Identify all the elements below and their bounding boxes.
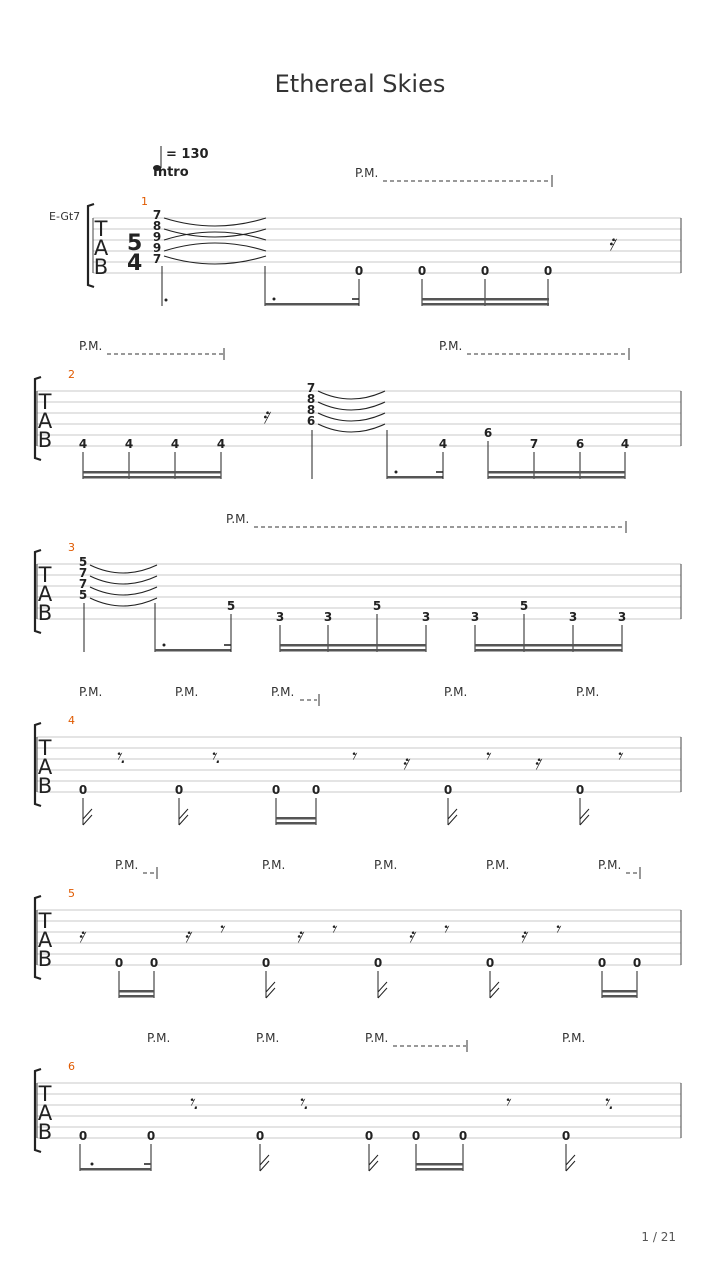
fret-number: 0 — [597, 956, 607, 970]
tab-clef-letter: A — [37, 1101, 53, 1125]
palm-mute-label: P.M. — [355, 166, 379, 180]
palm-mute-label: P.M. — [256, 1031, 280, 1045]
beam — [422, 303, 549, 306]
fret-number: 7 — [529, 437, 539, 451]
palm-mute-label: P.M. — [271, 685, 295, 699]
svg-text:𝄾: 𝄾 — [442, 917, 448, 941]
fret-number: 3 — [470, 610, 480, 624]
tab-clef-letter: A — [37, 928, 53, 952]
beam — [276, 822, 316, 825]
tab-clef-letter: B — [37, 947, 53, 971]
fret-number: 0 — [561, 1129, 571, 1143]
beam — [265, 303, 359, 306]
beam — [144, 1163, 151, 1165]
beam — [488, 476, 625, 479]
beam — [119, 990, 154, 993]
beam — [436, 471, 443, 473]
tab-clef-letter: T — [38, 909, 52, 933]
beam — [602, 990, 637, 993]
beam — [276, 817, 316, 820]
tab-clef-letter: B — [37, 601, 53, 625]
beam — [475, 644, 622, 647]
fret-number: 0 — [255, 1129, 265, 1143]
fret-number: 0 — [174, 783, 184, 797]
system-5 — [35, 858, 681, 998]
palm-mute-label: P.M. — [562, 1031, 586, 1045]
flag-group — [119, 971, 637, 998]
page-number: 1 / 21 — [641, 1230, 676, 1244]
palm-mute-label: P.M. — [486, 858, 510, 872]
beam — [280, 649, 426, 652]
system-4 — [35, 685, 681, 825]
beam — [387, 476, 443, 479]
measure-number: 4 — [68, 714, 75, 727]
fret-number: 4 — [78, 437, 88, 451]
svg-text:𝄾.: 𝄾. — [210, 744, 222, 768]
measure-number: 5 — [68, 887, 75, 900]
fret-number: 0 — [485, 956, 495, 970]
measure-number: 1 — [141, 195, 148, 208]
system-6 — [35, 1031, 681, 1171]
fret-number: 4 — [124, 437, 134, 451]
flag-group — [83, 798, 589, 825]
fret-number: 5 — [372, 599, 382, 613]
fret-number: 7 — [306, 381, 316, 395]
tab-staff — [88, 204, 681, 287]
palm-mute-label: P.M. — [79, 339, 103, 353]
fret-number: 3 — [323, 610, 333, 624]
svg-text:𝄾.: 𝄾. — [298, 1090, 310, 1114]
fret-number: 0 — [78, 1129, 88, 1143]
svg-text:𝄾.: 𝄾. — [188, 1090, 200, 1114]
palm-mute-label: P.M. — [439, 339, 463, 353]
fret-number: 9 — [152, 241, 162, 255]
tab-clef-letter: T — [38, 736, 52, 760]
fret-number: 0 — [373, 956, 383, 970]
tab-clef-letter: A — [37, 755, 53, 779]
system-2 — [35, 339, 681, 479]
svg-text:𝄾: 𝄾 — [484, 744, 490, 768]
flag-group — [80, 1144, 575, 1171]
palm-mute-label: P.M. — [262, 858, 286, 872]
beam — [224, 644, 231, 646]
svg-text:𝄾: 𝄾 — [616, 744, 622, 768]
tab-clef-letter: T — [38, 390, 52, 414]
fret-number: 0 — [261, 956, 271, 970]
system-1 — [88, 166, 681, 306]
svg-text:𝄿: 𝄿 — [534, 750, 541, 774]
tie-group — [318, 391, 385, 432]
svg-text:𝄿: 𝄿 — [184, 923, 191, 947]
fret-number: 3 — [617, 610, 627, 624]
beam — [155, 649, 231, 652]
measure-number: 6 — [68, 1060, 75, 1073]
beam — [416, 1168, 463, 1171]
fret-number: 8 — [306, 403, 316, 417]
fret-number: 6 — [483, 426, 493, 440]
palm-mute-label: P.M. — [365, 1031, 389, 1045]
fret-number: 7 — [152, 208, 162, 222]
fret-number: 0 — [78, 783, 88, 797]
fret-number: 0 — [417, 264, 427, 278]
beam — [602, 995, 637, 998]
time-signature-top: 5 — [127, 231, 143, 256]
fret-number: 0 — [271, 783, 281, 797]
beam — [83, 476, 221, 479]
tab-clef-letter: T — [38, 1082, 52, 1106]
svg-text:𝄾: 𝄾 — [218, 917, 224, 941]
svg-text:𝄾.: 𝄾. — [115, 744, 127, 768]
fret-number: 0 — [632, 956, 642, 970]
fret-number: 5 — [78, 588, 88, 602]
palm-mute-label: P.M. — [576, 685, 600, 699]
beam — [422, 298, 549, 301]
palm-mute-label: P.M. — [175, 685, 199, 699]
tab-clef-letter: A — [37, 582, 53, 606]
dot — [395, 471, 398, 474]
svg-text:𝄾.: 𝄾. — [603, 1090, 615, 1114]
beam — [280, 644, 426, 647]
svg-text:𝄿: 𝄿 — [408, 923, 415, 947]
svg-text:𝄿: 𝄿 — [520, 923, 527, 947]
beam — [80, 1168, 151, 1171]
palm-mute-label: P.M. — [444, 685, 468, 699]
fret-number: 0 — [480, 264, 490, 278]
fret-number: 5 — [78, 555, 88, 569]
section-label: Intro — [153, 165, 189, 180]
fret-number: 0 — [114, 956, 124, 970]
fret-number: 0 — [364, 1129, 374, 1143]
palm-mute-label: P.M. — [226, 512, 250, 526]
fret-number: 8 — [306, 392, 316, 406]
svg-text:𝄾: 𝄾 — [554, 917, 560, 941]
dot — [163, 644, 166, 647]
fret-number: 8 — [152, 219, 162, 233]
rest-symbol: 𝄿 — [608, 231, 615, 256]
rest-symbol: 𝄿 — [262, 404, 269, 429]
fret-number: 0 — [311, 783, 321, 797]
beam — [119, 995, 154, 998]
palm-mute-label: P.M. — [598, 858, 622, 872]
fret-number: 0 — [411, 1129, 421, 1143]
svg-text:𝄿: 𝄿 — [296, 923, 303, 947]
svg-text:𝄾: 𝄾 — [330, 917, 336, 941]
svg-text:𝄾: 𝄾 — [504, 1090, 510, 1114]
tab-clef-letter: B — [37, 1120, 53, 1144]
measure-number: 2 — [68, 368, 75, 381]
beam — [475, 649, 622, 652]
fret-number: 7 — [152, 252, 162, 266]
measure-number: 3 — [68, 541, 75, 554]
tab-staff — [35, 1069, 681, 1152]
fret-number: 4 — [438, 437, 448, 451]
fret-number: 9 — [152, 230, 162, 244]
dot — [165, 299, 168, 302]
palm-mute-label: P.M. — [115, 858, 139, 872]
fret-number: 4 — [216, 437, 226, 451]
beam — [352, 298, 359, 300]
beam — [488, 471, 625, 474]
tab-clef-letter: B — [37, 774, 53, 798]
beam — [416, 1163, 463, 1166]
stem-group — [83, 452, 221, 479]
beam — [83, 471, 221, 474]
tempo-value: = 130 — [166, 147, 209, 162]
fret-number: 3 — [568, 610, 578, 624]
fret-number: 0 — [354, 264, 364, 278]
time-signature-bottom: 4 — [127, 251, 143, 276]
fret-number: 0 — [575, 783, 585, 797]
song-title: Ethereal Skies — [274, 70, 446, 98]
svg-text:𝄿: 𝄿 — [402, 750, 409, 774]
tab-clef-letter: B — [93, 255, 109, 279]
dot — [273, 298, 276, 301]
fret-number: 6 — [306, 414, 316, 428]
tab-clef-letter: A — [37, 409, 53, 433]
system-3 — [35, 512, 681, 652]
fret-number: 0 — [458, 1129, 468, 1143]
tab-staff — [35, 550, 681, 633]
fret-number: 5 — [226, 599, 236, 613]
fret-number: 0 — [443, 783, 453, 797]
svg-text:𝄾: 𝄾 — [350, 744, 356, 768]
fret-number: 0 — [149, 956, 159, 970]
tie-group — [164, 218, 266, 264]
fret-number: 7 — [78, 577, 88, 591]
tab-clef-letter: A — [93, 236, 109, 260]
tab-clef-letter: B — [37, 428, 53, 452]
fret-number: 3 — [275, 610, 285, 624]
fret-number: 0 — [146, 1129, 156, 1143]
fret-number: 4 — [170, 437, 180, 451]
fret-number: 3 — [421, 610, 431, 624]
palm-mute-label: P.M. — [374, 858, 398, 872]
tab-clef-letter: T — [94, 217, 108, 241]
instrument-label: E-Gt7 — [49, 210, 81, 223]
svg-text:𝄿: 𝄿 — [78, 923, 85, 947]
fret-number: 0 — [543, 264, 553, 278]
fret-number: 7 — [78, 566, 88, 580]
fret-number: 5 — [519, 599, 529, 613]
fret-number: 6 — [575, 437, 585, 451]
tab-staff — [35, 896, 681, 979]
palm-mute-label: P.M. — [79, 685, 103, 699]
palm-mute-label: P.M. — [147, 1031, 171, 1045]
dot — [91, 1163, 94, 1166]
fret-number: 4 — [620, 437, 630, 451]
tab-clef-letter: T — [38, 563, 52, 587]
